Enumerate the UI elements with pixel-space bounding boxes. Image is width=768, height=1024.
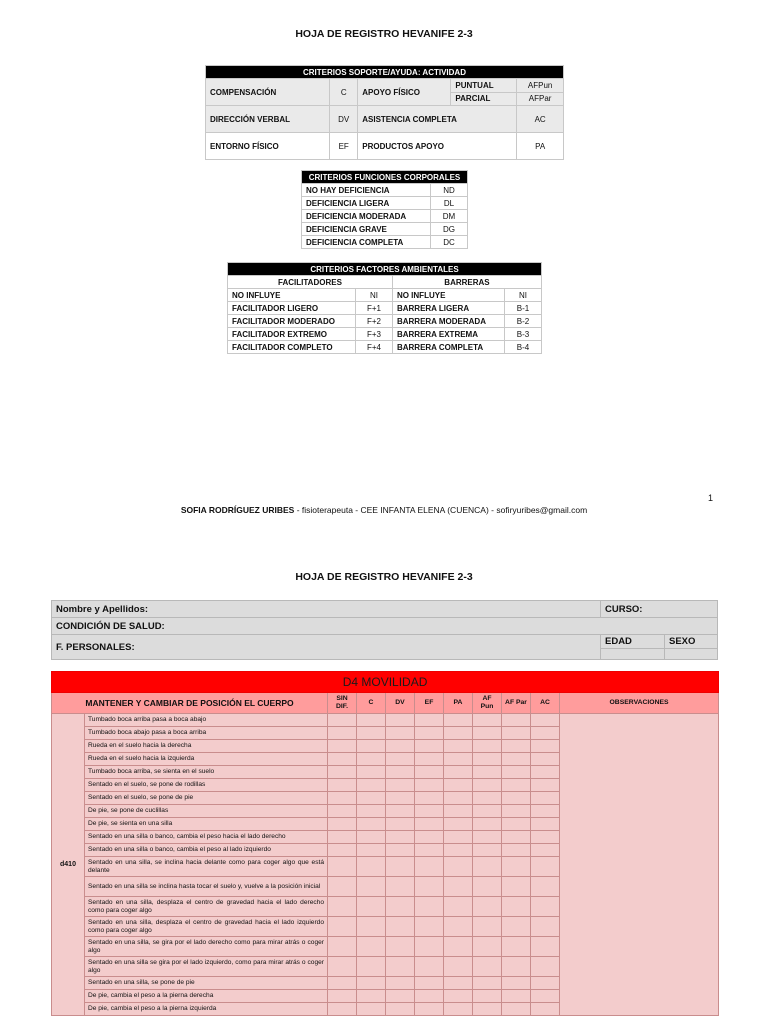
score-cell[interactable] [415, 844, 444, 857]
criteria-name: DEFICIENCIA MODERADA [302, 210, 431, 223]
score-cell[interactable] [502, 714, 531, 727]
section-title: D4 MOVILIDAD [52, 672, 719, 693]
column-header: AF Par [502, 693, 531, 714]
sex-field[interactable]: SEXO [665, 635, 718, 649]
score-cell[interactable] [531, 917, 560, 937]
table-row [228, 289, 542, 302]
score-cell[interactable] [444, 877, 473, 897]
score-cell[interactable] [473, 990, 502, 1003]
score-cell[interactable] [415, 766, 444, 779]
score-cell[interactable] [444, 897, 473, 917]
score-cell[interactable] [328, 977, 357, 990]
facilitator-code: NI [355, 289, 392, 302]
score-cell[interactable] [444, 937, 473, 957]
score-cell[interactable] [357, 1003, 386, 1016]
score-cell[interactable] [444, 990, 473, 1003]
score-cell[interactable] [357, 792, 386, 805]
score-cell[interactable] [444, 766, 473, 779]
author-name: SOFIA RODRÍGUEZ URIBES [180, 505, 295, 515]
score-cell[interactable] [444, 818, 473, 831]
column-header: AC [531, 693, 560, 714]
observations-cell[interactable] [560, 714, 719, 1016]
activity-item: Tumbado boca arriba pasa a boca abajo [85, 714, 328, 727]
criteria-code: DL [431, 197, 468, 210]
footer [0, 505, 768, 515]
criteria-code: AFPun [517, 79, 564, 93]
score-cell[interactable] [531, 805, 560, 818]
score-cell[interactable] [502, 753, 531, 766]
activity-item: De pie, cambia el peso a la pierna derecha [85, 990, 328, 1003]
barrier-name: BARRERA MODERADA [392, 315, 504, 328]
score-cell[interactable] [502, 779, 531, 792]
score-cell[interactable] [502, 818, 531, 831]
score-cell[interactable] [415, 1003, 444, 1016]
score-cell[interactable] [444, 977, 473, 990]
page-title: HOJA DE REGISTRO HEVANIFE 2-3 [295, 28, 473, 40]
activity-item: Tumbado boca arriba, se sienta en el suelo [85, 766, 328, 779]
course-field[interactable]: CURSO: [601, 601, 718, 618]
observations-header: OBSERVACIONES [560, 693, 719, 714]
criteria-code: AFPar [517, 92, 564, 106]
barrier-code: NI [505, 289, 542, 302]
facilitator-name: FACILITADOR LIGERO [228, 302, 356, 315]
score-cell[interactable] [444, 753, 473, 766]
table-row [302, 197, 468, 210]
score-cell[interactable] [386, 917, 415, 937]
column-header: DV [386, 693, 415, 714]
column-header: PA [444, 693, 473, 714]
score-cell[interactable] [357, 977, 386, 990]
health-condition-field[interactable]: CONDICIÓN DE SALUD: [52, 618, 718, 635]
score-cell[interactable] [415, 714, 444, 727]
score-cell[interactable] [502, 990, 531, 1003]
score-cell[interactable] [386, 990, 415, 1003]
score-cell[interactable] [444, 727, 473, 740]
support-criteria-table [205, 65, 564, 160]
score-cell[interactable] [531, 897, 560, 917]
score-cell[interactable] [328, 727, 357, 740]
score-cell[interactable] [502, 957, 531, 977]
criteria-name: PRODUCTOS APOYO [358, 133, 517, 160]
score-cell[interactable] [328, 937, 357, 957]
score-cell[interactable] [531, 937, 560, 957]
score-cell[interactable] [444, 831, 473, 844]
criteria-code: DG [431, 223, 468, 236]
score-cell[interactable] [473, 957, 502, 977]
score-cell[interactable] [357, 990, 386, 1003]
score-cell[interactable] [473, 977, 502, 990]
facilitator-code: F+4 [355, 341, 392, 354]
score-cell[interactable] [415, 831, 444, 844]
facilitator-code: F+3 [355, 328, 392, 341]
mobility-table [51, 671, 719, 1016]
barrier-name: BARRERA COMPLETA [392, 341, 504, 354]
age-value[interactable] [601, 649, 665, 660]
score-cell[interactable] [357, 740, 386, 753]
score-cell[interactable] [531, 818, 560, 831]
score-cell[interactable] [473, 714, 502, 727]
score-cell[interactable] [531, 727, 560, 740]
score-cell[interactable] [328, 714, 357, 727]
patient-form [51, 600, 718, 660]
score-cell[interactable] [415, 792, 444, 805]
score-cell[interactable] [473, 805, 502, 818]
score-cell[interactable] [444, 957, 473, 977]
criteria-code: DV [330, 106, 358, 133]
score-cell[interactable] [357, 805, 386, 818]
criteria-code: AC [517, 106, 564, 133]
facilitator-name: FACILITADOR MODERADO [228, 315, 356, 328]
score-cell[interactable] [328, 805, 357, 818]
table-header: CRITERIOS FUNCIONES CORPORALES [302, 171, 468, 184]
criteria-name: ASISTENCIA COMPLETA [358, 106, 517, 133]
score-cell[interactable] [328, 831, 357, 844]
score-cell[interactable] [328, 792, 357, 805]
score-cell[interactable] [444, 857, 473, 877]
criteria-name: PARCIAL [451, 92, 517, 106]
score-cell[interactable] [386, 779, 415, 792]
score-cell[interactable] [357, 753, 386, 766]
score-cell[interactable] [531, 753, 560, 766]
score-cell[interactable] [502, 877, 531, 897]
criteria-code: DM [431, 210, 468, 223]
table-row [228, 328, 542, 341]
facilitator-name: NO INFLUYE [228, 289, 356, 302]
score-cell[interactable] [328, 897, 357, 917]
score-cell[interactable] [473, 937, 502, 957]
score-cell[interactable] [415, 818, 444, 831]
score-cell[interactable] [473, 792, 502, 805]
criteria-code: PA [517, 133, 564, 160]
score-cell[interactable] [386, 897, 415, 917]
age-field[interactable]: EDAD [601, 635, 665, 649]
activity-item: Sentado en el suelo, se pone de rodillas [85, 779, 328, 792]
score-cell[interactable] [502, 805, 531, 818]
score-cell[interactable] [502, 917, 531, 937]
facilitator-name: FACILITADOR COMPLETO [228, 341, 356, 354]
column-header: AF Pun [473, 693, 502, 714]
score-cell[interactable] [386, 727, 415, 740]
score-cell[interactable] [328, 1003, 357, 1016]
activity-item: Sentado en una silla, se gira por el lado derecho como para mirar atrás o coger algo [85, 937, 328, 957]
score-cell[interactable] [473, 857, 502, 877]
score-cell[interactable] [328, 990, 357, 1003]
score-cell[interactable] [415, 937, 444, 957]
criteria-name: NO HAY DEFICIENCIA [302, 184, 431, 197]
score-cell[interactable] [328, 857, 357, 877]
activity-item: Sentado en una silla, desplaza el centro de gravedad hacia el lado derecho como para coger algo [85, 897, 328, 917]
facilitators-header: FACILITADORES [228, 276, 393, 289]
score-cell[interactable] [386, 831, 415, 844]
score-cell[interactable] [357, 727, 386, 740]
score-cell[interactable] [328, 957, 357, 977]
criteria-name: DEFICIENCIA COMPLETA [302, 236, 431, 249]
score-cell[interactable] [415, 857, 444, 877]
criteria-code: DC [431, 236, 468, 249]
score-cell[interactable] [415, 990, 444, 1003]
score-cell[interactable] [386, 818, 415, 831]
score-cell[interactable] [502, 740, 531, 753]
activity-item: Sentado en una silla, desplaza el centro de gravedad hacia el lado izquierdo como para coger algo [85, 917, 328, 937]
score-cell[interactable] [502, 937, 531, 957]
activity-code: d410 [52, 714, 85, 1016]
page-number: 1 [708, 493, 714, 503]
footer-details: - fisioterapeuta - CEE INFANTA ELENA (CUENCA) - sofiryuribes@gmail.com [294, 505, 588, 515]
barrier-code: B-1 [505, 302, 542, 315]
score-cell[interactable] [328, 844, 357, 857]
score-cell[interactable] [357, 779, 386, 792]
score-cell[interactable] [531, 714, 560, 727]
score-cell[interactable] [473, 740, 502, 753]
table-header: CRITERIOS FACTORES AMBIENTALES [228, 263, 542, 276]
table-row [228, 315, 542, 328]
score-cell[interactable] [473, 766, 502, 779]
activity-item: Sentado en una silla se inclina hasta tocar el suelo y, vuelve a la posición inicial [85, 877, 328, 897]
score-cell[interactable] [531, 779, 560, 792]
score-cell[interactable] [415, 897, 444, 917]
name-field[interactable]: Nombre y Apellidos: [52, 601, 601, 618]
subsection-title: MANTENER Y CAMBIAR DE POSICIÓN EL CUERPO [52, 693, 328, 714]
activity-item: Sentado en una silla, se inclina hacia delante como para coger algo que está delante [85, 857, 328, 877]
score-cell[interactable] [386, 877, 415, 897]
criteria-name: APOYO FÍSICO [358, 79, 451, 106]
barrier-name: BARRERA EXTREMA [392, 328, 504, 341]
barrier-name: BARRERA LIGERA [392, 302, 504, 315]
score-cell[interactable] [415, 877, 444, 897]
column-header: C [357, 693, 386, 714]
score-cell[interactable] [386, 857, 415, 877]
score-cell[interactable] [473, 917, 502, 937]
score-cell[interactable] [357, 857, 386, 877]
score-cell[interactable] [502, 857, 531, 877]
score-cell[interactable] [386, 792, 415, 805]
score-cell[interactable] [531, 831, 560, 844]
table-row [228, 341, 542, 354]
activity-item: Tumbado boca abajo pasa a boca arriba [85, 727, 328, 740]
score-cell[interactable] [357, 957, 386, 977]
score-cell[interactable] [473, 877, 502, 897]
score-cell[interactable] [444, 1003, 473, 1016]
criteria-code: C [330, 79, 358, 106]
table-row [52, 714, 719, 727]
score-cell[interactable] [444, 714, 473, 727]
barriers-header: BARRERAS [392, 276, 541, 289]
activity-item: De pie, se sienta en una silla [85, 818, 328, 831]
score-cell[interactable] [531, 792, 560, 805]
score-cell[interactable] [444, 844, 473, 857]
score-cell[interactable] [444, 805, 473, 818]
activity-item: Rueda en el suelo hacia la izquierda [85, 753, 328, 766]
score-cell[interactable] [444, 779, 473, 792]
score-cell[interactable] [415, 753, 444, 766]
score-cell[interactable] [502, 792, 531, 805]
score-cell[interactable] [328, 766, 357, 779]
personal-factors-field[interactable]: F. PERSONALES: [52, 635, 601, 660]
score-cell[interactable] [502, 844, 531, 857]
score-cell[interactable] [386, 714, 415, 727]
score-cell[interactable] [386, 753, 415, 766]
score-cell[interactable] [473, 1003, 502, 1016]
score-cell[interactable] [473, 844, 502, 857]
score-cell[interactable] [502, 897, 531, 917]
score-cell[interactable] [415, 917, 444, 937]
score-cell[interactable] [531, 990, 560, 1003]
activity-item: Sentado en una silla se gira por el lado izquierdo, como para mirar atrás o coger algo [85, 957, 328, 977]
score-cell[interactable] [386, 766, 415, 779]
score-cell[interactable] [502, 727, 531, 740]
barrier-code: B-4 [505, 341, 542, 354]
score-cell[interactable] [473, 753, 502, 766]
facilitator-code: F+2 [355, 315, 392, 328]
score-cell[interactable] [415, 977, 444, 990]
table-row [302, 236, 468, 249]
score-cell[interactable] [502, 831, 531, 844]
score-cell[interactable] [415, 727, 444, 740]
table-header: CRITERIOS SOPORTE/AYUDA: ACTIVIDAD [206, 66, 564, 79]
criteria-name: ENTORNO FÍSICO [206, 133, 330, 160]
score-cell[interactable] [444, 792, 473, 805]
score-cell[interactable] [357, 937, 386, 957]
score-cell[interactable] [531, 766, 560, 779]
score-cell[interactable] [357, 897, 386, 917]
score-cell[interactable] [386, 740, 415, 753]
score-cell[interactable] [531, 740, 560, 753]
score-cell[interactable] [357, 831, 386, 844]
score-cell[interactable] [357, 714, 386, 727]
criteria-code: EF [330, 133, 358, 160]
sex-value[interactable] [665, 649, 718, 660]
score-cell[interactable] [415, 740, 444, 753]
score-cell[interactable] [357, 844, 386, 857]
score-cell[interactable] [328, 740, 357, 753]
page-title-2: HOJA DE REGISTRO HEVANIFE 2-3 [295, 571, 473, 583]
score-cell[interactable] [531, 977, 560, 990]
table-row [228, 302, 542, 315]
activity-item: Rueda en el suelo hacia la derecha [85, 740, 328, 753]
score-cell[interactable] [328, 753, 357, 766]
score-cell[interactable] [473, 727, 502, 740]
activity-item: De pie, cambia el peso a la pierna izquierda [85, 1003, 328, 1016]
score-cell[interactable] [473, 779, 502, 792]
score-cell[interactable] [415, 957, 444, 977]
criteria-name: DEFICIENCIA LIGERA [302, 197, 431, 210]
score-cell[interactable] [357, 877, 386, 897]
score-cell[interactable] [357, 818, 386, 831]
activity-item: De pie, se pone de cuclillas [85, 805, 328, 818]
column-header: SIN DIF. [328, 693, 357, 714]
score-cell[interactable] [328, 877, 357, 897]
table-row [302, 223, 468, 236]
activity-item: Sentado en una silla o banco, cambia el peso hacia el lado derecho [85, 831, 328, 844]
score-cell[interactable] [531, 957, 560, 977]
score-cell[interactable] [386, 805, 415, 818]
score-cell[interactable] [531, 844, 560, 857]
score-cell[interactable] [531, 1003, 560, 1016]
score-cell[interactable] [502, 766, 531, 779]
facilitator-name: FACILITADOR EXTREMO [228, 328, 356, 341]
environment-factors-table [227, 262, 542, 354]
score-cell[interactable] [386, 957, 415, 977]
criteria-name: DIRECCIÓN VERBAL [206, 106, 330, 133]
score-cell[interactable] [502, 977, 531, 990]
criteria-name: COMPENSACIÓN [206, 79, 330, 106]
barrier-code: B-3 [505, 328, 542, 341]
score-cell[interactable] [444, 917, 473, 937]
activity-item: Sentado en una silla, se pone de pie [85, 977, 328, 990]
score-cell[interactable] [386, 844, 415, 857]
activity-item: Sentado en una silla o banco, cambia el peso al lado izquierdo [85, 844, 328, 857]
score-cell[interactable] [357, 917, 386, 937]
score-cell[interactable] [415, 805, 444, 818]
score-cell[interactable] [386, 977, 415, 990]
score-cell[interactable] [386, 1003, 415, 1016]
score-cell[interactable] [415, 779, 444, 792]
criteria-code: ND [431, 184, 468, 197]
score-cell[interactable] [502, 1003, 531, 1016]
score-cell[interactable] [357, 766, 386, 779]
score-cell[interactable] [473, 897, 502, 917]
table-row [302, 184, 468, 197]
criteria-name: PUNTUAL [451, 79, 517, 93]
score-cell[interactable] [444, 740, 473, 753]
column-header: EF [415, 693, 444, 714]
score-cell[interactable] [531, 857, 560, 877]
activity-item: Sentado en el suelo, se pone de pie [85, 792, 328, 805]
score-cell[interactable] [473, 831, 502, 844]
score-cell[interactable] [328, 779, 357, 792]
score-cell[interactable] [328, 917, 357, 937]
score-cell[interactable] [531, 877, 560, 897]
body-functions-table [301, 170, 468, 249]
score-cell[interactable] [386, 937, 415, 957]
score-cell[interactable] [328, 818, 357, 831]
facilitator-code: F+1 [355, 302, 392, 315]
criteria-name: DEFICIENCIA GRAVE [302, 223, 431, 236]
table-row [302, 210, 468, 223]
barrier-code: B-2 [505, 315, 542, 328]
score-cell[interactable] [473, 818, 502, 831]
barrier-name: NO INFLUYE [392, 289, 504, 302]
